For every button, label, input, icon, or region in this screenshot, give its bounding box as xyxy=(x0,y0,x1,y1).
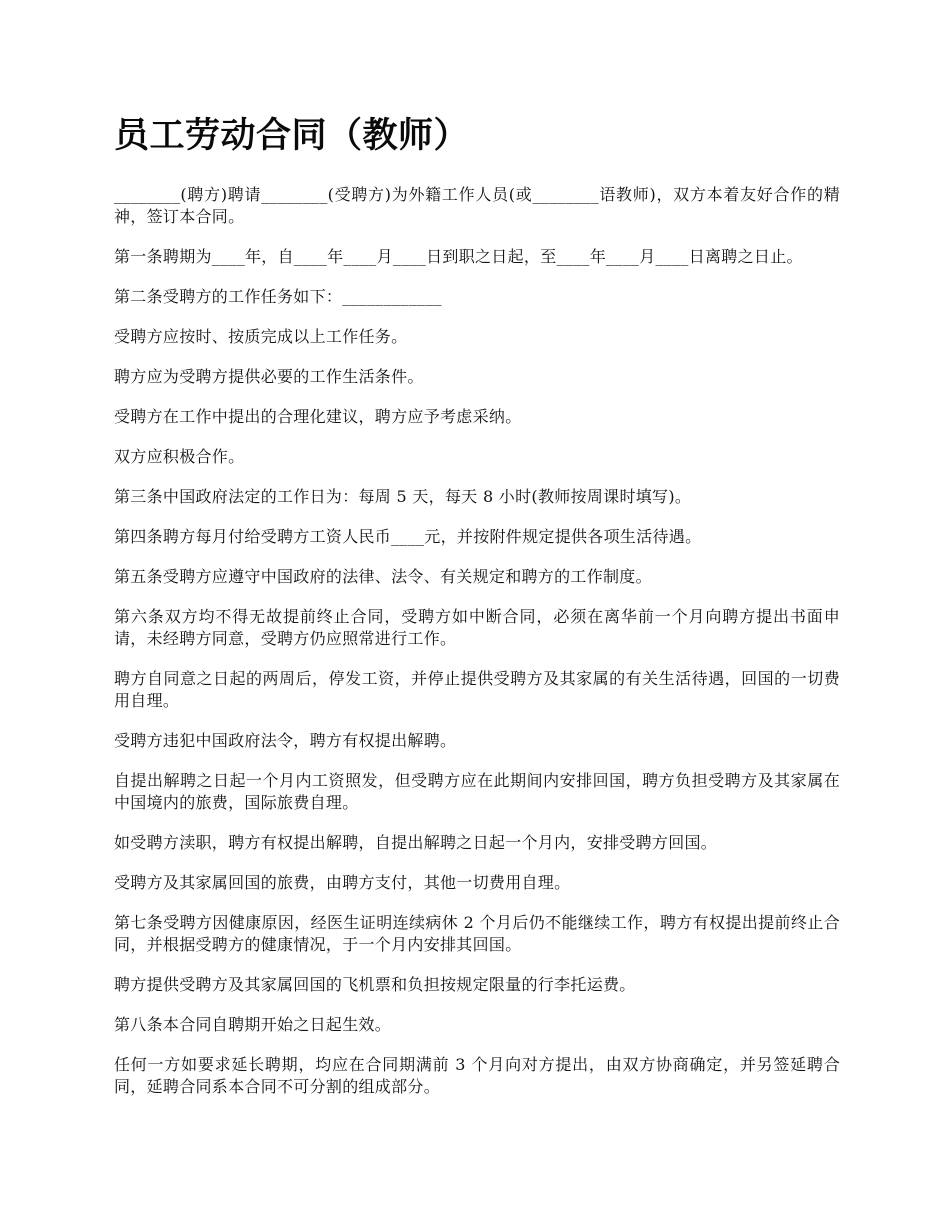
paragraph: 双方应积极合作。 xyxy=(114,447,245,466)
paragraph: 任何一方如要求延长聘期，均应在合同期满前 3 个月向对方提出，由双方协商确定，并另签延聘合同，延聘合同系本合同不可分割的组成部分。 xyxy=(114,1055,840,1096)
paragraph: 受聘方应按时、按质完成以上工作任务。 xyxy=(114,327,408,346)
paragraph-article-7: 第七条受聘方因健康原因，经医生证明连续病休 2 个月后仍不能继续工作，聘方有权提出提前终止合同，并根据受聘方的健康情况，于一个月内安排其回国。 xyxy=(114,913,840,954)
paragraph: 受聘方在工作中提出的合理化建议，聘方应予考虑采纳。 xyxy=(114,407,522,426)
paragraph: 聘方提供受聘方及其家属回国的飞机票和负担按规定限量的行李托运费。 xyxy=(114,975,636,994)
paragraph-article-8: 第八条本合同自聘期开始之日起生效。 xyxy=(114,1015,392,1034)
paragraph: 受聘方违犯中国政府法令，聘方有权提出解聘。 xyxy=(114,731,457,750)
paragraph: 自提出解聘之日起一个月内工资照发，但受聘方应在此期间内安排回国，聘方负担受聘方及其家属在中国境内的旅费，国际旅费自理。 xyxy=(114,771,840,812)
paragraph-article-4: 第四条聘方每月付给受聘方工资人民币____元，并按附件规定提供各项生活待遇。 xyxy=(114,527,702,546)
paragraph-article-1: 第一条聘期为____年，自____年____月____日到职之日起，至____年____月____日离聘之日止。 xyxy=(114,247,803,266)
document-title: 员工劳动合同（教师） xyxy=(114,116,470,156)
paragraph-article-3: 第三条中国政府法定的工作日为：每周 5 天，每天 8 小时(教师按周课时填写)。 xyxy=(114,487,692,506)
paragraph: 聘方应为受聘方提供必要的工作生活条件。 xyxy=(114,367,424,386)
paragraph-article-5: 第五条受聘方应遵守中国政府的法律、法令、有关规定和聘方的工作制度。 xyxy=(114,567,652,586)
paragraph-intro: ________(聘方)聘请________(受聘方)为外籍工作人员(或________语教师)，双方本着友好合作的精神，签订本合同。 xyxy=(114,185,840,226)
paragraph-article-6: 第六条双方均不得无故提前终止合同，受聘方如中断合同，必须在离华前一个月向聘方提出书面申请，未经聘方同意，受聘方仍应照常进行工作。 xyxy=(114,607,840,648)
document-page xyxy=(114,112,840,1116)
paragraph: 聘方自同意之日起的两周后，停发工资，并停止提供受聘方及其家属的有关生活待遇，回国的一切费用自理。 xyxy=(114,669,840,710)
paragraph: 如受聘方渎职，聘方有权提出解聘，自提出解聘之日起一个月内，安排受聘方回国。 xyxy=(114,833,718,852)
paragraph: 受聘方及其家属回国的旅费，由聘方支付，其他一切费用自理。 xyxy=(114,873,571,892)
paragraph-article-2: 第二条受聘方的工作任务如下：____________ xyxy=(114,287,442,306)
